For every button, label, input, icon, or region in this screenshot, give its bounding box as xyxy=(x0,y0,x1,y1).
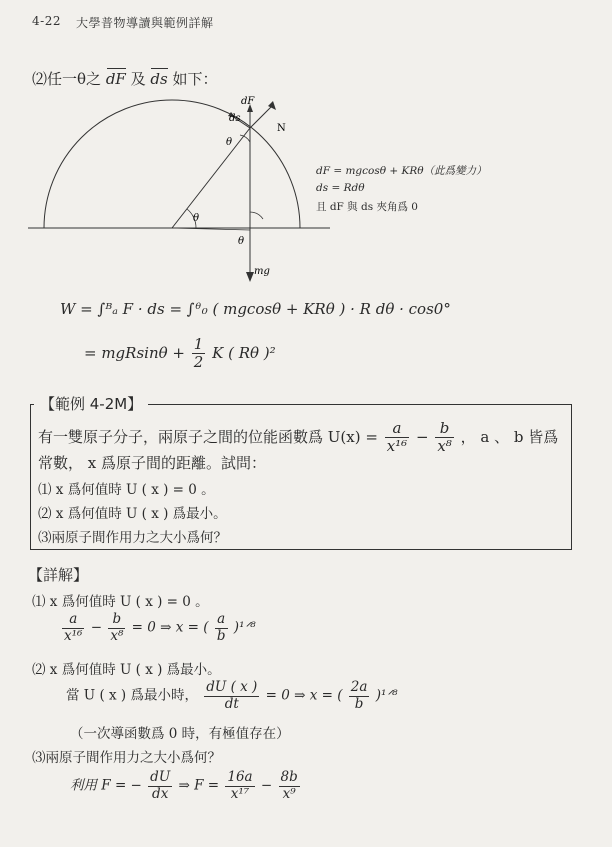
s2-a: 當 U ( x ) 爲最小時， xyxy=(66,687,198,704)
s2-end: )¹ᐟ⁸ xyxy=(375,687,398,704)
s1-frac-a: $\frac{a}{\text{x¹⁶}}$ xyxy=(64,611,83,644)
part2-ds: ds xyxy=(150,70,168,88)
s3-frac-r1: $\frac{16a}{\text{x¹⁷}}$ xyxy=(227,769,253,802)
mg-arrowhead xyxy=(246,272,254,282)
example-title: 【範例 4-2M】 xyxy=(34,393,148,414)
s3-minus: − xyxy=(260,777,273,794)
solution-s2-eq xyxy=(66,680,398,712)
q-intro: 有一雙原子分子，兩原子之間的位能函數爲 U(x) = xyxy=(38,427,378,446)
label-theta-top: θ xyxy=(226,137,233,148)
page-number: 4-22 xyxy=(32,14,61,28)
example-question-line2: 常數， x 爲原子間的距離。試問： xyxy=(38,454,266,472)
s3-frac-r2: $\frac{8b}{\text{x⁹}}$ xyxy=(280,769,298,802)
note-line1: dF = mgcosθ + KRθ（此爲變力） xyxy=(316,165,487,177)
semicircle-diagram xyxy=(0,90,612,290)
solution-s1: ⑴ x 爲何值時 U ( x ) = 0 。 xyxy=(32,594,209,610)
label-mg: mg xyxy=(254,266,270,277)
solution-s1-eq xyxy=(60,612,256,644)
s3-mid: ⇒ F = xyxy=(178,777,220,794)
solution-s2: ⑵ x 爲何值時 U ( x ) 爲最小。 xyxy=(32,662,221,678)
s2-frac-r: $\frac{2a}{b}$ xyxy=(350,679,368,712)
label-theta-bottom: θ xyxy=(238,236,245,247)
example-question-line1 xyxy=(38,420,558,456)
solution-s3: ⑶兩原子間作用力之大小爲何？ xyxy=(32,750,221,766)
s1-minus: − xyxy=(90,619,103,636)
s3-frac: $\frac{dU}{dx}$ xyxy=(150,769,171,802)
theta-arc-bottom xyxy=(250,212,263,219)
work-eq2-frac: $\frac{1}{2}$ xyxy=(193,335,204,372)
book-title: 大學普物導讀與範例詳解 xyxy=(76,16,214,30)
label-ds: ds xyxy=(229,113,241,124)
work-eq2-b: K ( Rθ )² xyxy=(212,343,276,362)
label-N: N xyxy=(277,123,286,134)
part2-tail: 如下： xyxy=(172,70,218,88)
work-eq-line2 xyxy=(84,336,276,372)
s1-end: )¹ᐟ⁸ xyxy=(233,619,256,636)
s1-tail: = 0 ⇒ x = ( xyxy=(131,619,209,636)
q-tail: ， a 、 b 皆爲 xyxy=(460,427,559,446)
note-line3: 且 dF 與 ds 夾角爲 0 xyxy=(316,201,418,213)
note-line2: ds = Rdθ xyxy=(316,182,365,194)
q-frac1: $\frac{a}{\text{x¹⁶}}$ xyxy=(386,419,408,456)
example-q1: ⑴ x 爲何值時 U ( x ) = 0 。 xyxy=(38,482,215,498)
s1-frac-b: $\frac{b}{\text{x⁸}}$ xyxy=(110,611,124,644)
example-q2: ⑵ x 爲何值時 U ( x ) 爲最小。 xyxy=(38,506,227,522)
s1-frac-r: $\frac{a}{b}$ xyxy=(216,611,226,644)
work-eq-line1: W = ∫ᴮₐ F · ds = ∫ᶿ₀ ( mgcosθ + KRθ ) · R dθ · cos0° xyxy=(60,300,451,318)
radius-line xyxy=(172,128,250,228)
label-theta-center: θ xyxy=(193,213,200,224)
semicircle-arc xyxy=(44,100,300,228)
part2-label: ⑵任一θ之 xyxy=(32,70,102,88)
solution-s2-note: （一次導函數爲 0 時，有極值存在） xyxy=(70,726,290,742)
part2-and: 及 xyxy=(130,70,146,88)
part2-heading xyxy=(32,68,218,89)
s3-a: 利用 F = − xyxy=(70,777,142,794)
solution-title: 【詳解】 xyxy=(28,566,89,584)
q-minus: − xyxy=(415,427,429,446)
q-frac2: $\frac{b}{\text{x⁸}}$ xyxy=(437,419,452,456)
part2-dF: dF xyxy=(105,70,126,88)
example-q3: ⑶兩原子間作用力之大小爲何？ xyxy=(38,530,227,546)
label-dF: dF xyxy=(241,96,255,107)
solution-s3-eq xyxy=(70,770,302,802)
s2-mid: = 0 ⇒ x = ( xyxy=(265,687,343,704)
s2-frac: $\frac{dU ( x )}{dt}$ xyxy=(206,679,258,712)
work-eq2-a: = mgRsinθ + xyxy=(84,343,185,362)
